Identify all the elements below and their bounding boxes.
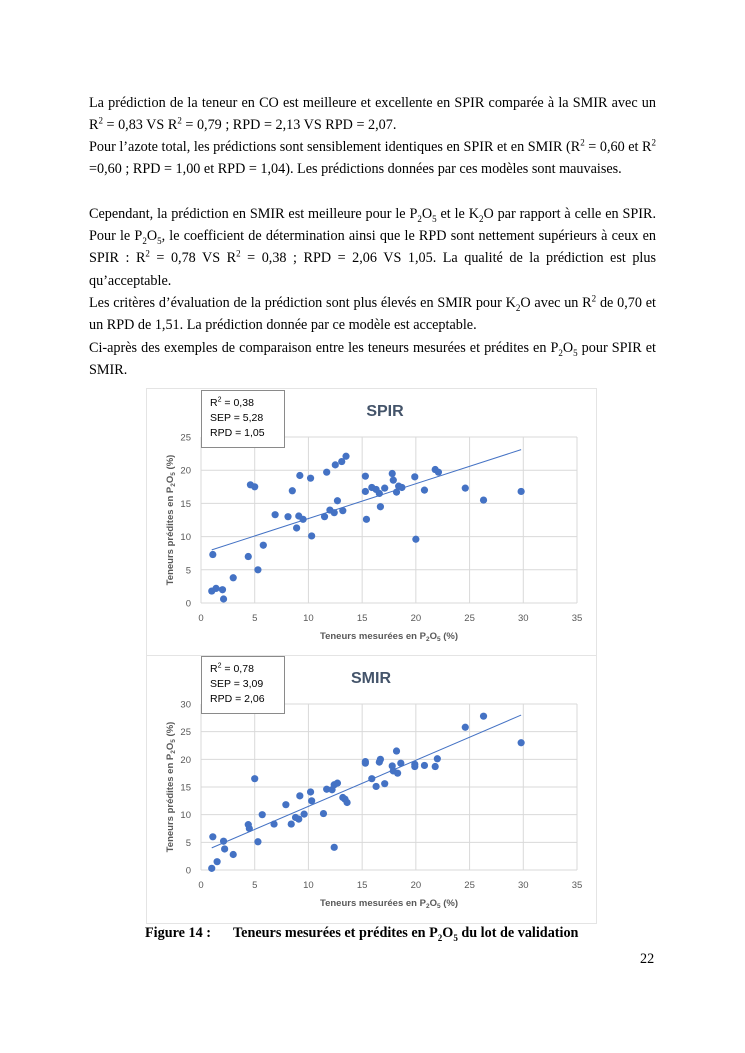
spir-x-tick-label: 35 bbox=[571, 613, 583, 624]
spir-x-tick-label: 25 bbox=[464, 613, 475, 624]
smir-y-tick-label: 10 bbox=[180, 810, 191, 822]
spir-x-tick-label: 0 bbox=[198, 613, 204, 624]
smir-data-point bbox=[432, 763, 439, 770]
smir-data-point bbox=[288, 820, 295, 827]
spir-data-point bbox=[323, 469, 330, 476]
smir-data-point bbox=[362, 760, 369, 767]
smir-data-point bbox=[411, 763, 418, 770]
smir-data-point bbox=[259, 811, 266, 818]
paragraph-examples-intro: Ci-après des exemples de comparaison entre les teneurs mesurées et prédites en $P_2O_5$ pour SPIR et SMIR. bbox=[89, 340, 656, 379]
smir-x-tick-label: 5 bbox=[252, 880, 258, 891]
spir-x-tick-label: 30 bbox=[517, 613, 529, 624]
spir-y-tick-label: 5 bbox=[185, 565, 191, 577]
spir-x-tick-label: 10 bbox=[303, 613, 314, 624]
spir-data-point bbox=[212, 585, 219, 592]
spir-data-point bbox=[421, 487, 428, 494]
spir-data-point bbox=[251, 483, 258, 490]
smir-r2: $R^2 = 0,78$ bbox=[210, 662, 254, 675]
smir-sep: SEP = 3,09 bbox=[210, 678, 264, 690]
smir-data-point bbox=[301, 811, 308, 818]
smir-data-point bbox=[480, 713, 487, 720]
smir-data-point bbox=[295, 815, 302, 822]
smir-data-point bbox=[296, 792, 303, 799]
spir-data-point bbox=[412, 536, 419, 543]
spir-data-point bbox=[293, 524, 300, 531]
smir-data-point bbox=[381, 780, 388, 787]
paragraph-k2o-criteria: Les critères d’évaluation de la prédiction sont plus élevés en SMIR pour $K_2O$ avec un $R^2$ de 0,70 et un RPD de 1,51. La prédiction donnée par ce modèle est acceptable. bbox=[89, 293, 656, 334]
spir-x-tick-label: 20 bbox=[410, 613, 422, 624]
smir-x-tick-label: 35 bbox=[571, 880, 583, 891]
spir-data-point bbox=[220, 595, 227, 602]
smir-x-axis-label: Teneurs mesurées en $P_2O_5$ (%) bbox=[319, 898, 459, 910]
smir-data-point bbox=[220, 838, 227, 845]
smir-data-point bbox=[421, 762, 428, 769]
spir-y-tick-label: 20 bbox=[180, 465, 191, 477]
figure-caption: Figure 14 : Teneurs mesurées et prédites en $P_2O_5$ du lot de validation bbox=[145, 925, 579, 943]
smir-data-point bbox=[246, 825, 253, 832]
smir-y-tick-label: 20 bbox=[180, 754, 191, 766]
spir-data-point bbox=[308, 532, 315, 539]
smir-data-point bbox=[344, 799, 351, 806]
smir-stats-box bbox=[201, 656, 285, 714]
paragraph-azote-total: Pour l’azote total, les prédictions sont sensiblement identiques en SPIR et en SMIR ($R^2 = 0,60$ et $R^2 =0,60$ ; RPD = 1,00 et RPD = 1,04). Les prédictions données par ces modèles sont mauvaises. bbox=[89, 137, 657, 178]
smir-x-tick-label: 10 bbox=[303, 880, 314, 891]
smir-data-point bbox=[397, 760, 404, 767]
smir-data-point bbox=[307, 788, 314, 795]
smir-data-point bbox=[221, 845, 228, 852]
spir-data-point bbox=[381, 485, 388, 492]
spir-data-point bbox=[296, 472, 303, 479]
spir-data-point bbox=[339, 507, 346, 514]
spir-data-point bbox=[299, 516, 306, 523]
smir-data-point bbox=[393, 747, 400, 754]
spir-data-point bbox=[363, 516, 370, 523]
spir-x-axis-label: Teneurs mesurées en $P_2O_5$ (%) bbox=[319, 631, 459, 643]
paragraph-co-prediction: La prédiction de la teneur en CO est meilleure et excellente en SPIR comparée à la SMIR avec un $R^2 = 0,83$ VS $R^2 = 0,79$ ; RPD = 2,13 VS RPD = 2,07. bbox=[89, 95, 656, 134]
spir-stats-box bbox=[201, 390, 285, 448]
smir-x-tick-label: 25 bbox=[464, 880, 475, 891]
page-number: 22 bbox=[640, 951, 655, 967]
spir-data-point bbox=[462, 485, 469, 492]
smir-data-point bbox=[251, 775, 258, 782]
spir-y-tick-label: 0 bbox=[185, 598, 191, 610]
smir-data-point bbox=[282, 801, 289, 808]
spir-data-point bbox=[284, 513, 291, 520]
spir-y-tick-label: 15 bbox=[180, 498, 191, 510]
spir-data-point bbox=[376, 490, 383, 497]
spir-data-point bbox=[518, 488, 525, 495]
smir-data-point bbox=[434, 755, 441, 762]
smir-y-tick-label: 25 bbox=[180, 727, 191, 739]
smir-rpd: RPD = 2,06 bbox=[210, 693, 265, 705]
smir-chart-title: SMIR bbox=[351, 670, 391, 687]
spir-data-point bbox=[334, 497, 341, 504]
paragraph-smir-p2o5-k2o: Cependant, la prédiction en SMIR est meilleure pour le $P_2O_5$ et le $K_2O$ par rapport à celle en SPIR. Pour le $P_2O_5$, le coefficient de détermination ainsi que le RPD sont nettement supérieurs à ceux en SPIR : $R^2 = 0,78$ VS $R^2 = 0,38$ ; RPD = 2,06 VS 1,05. La qualité de la prédiction est plus qu’acceptable. bbox=[89, 206, 657, 289]
spir-data-point bbox=[272, 511, 279, 518]
spir-rpd: RPD = 1,05 bbox=[210, 427, 265, 439]
spir-data-point bbox=[289, 487, 296, 494]
smir-data-point bbox=[270, 820, 277, 827]
smir-data-point bbox=[373, 783, 380, 790]
spir-data-point bbox=[321, 513, 328, 520]
spir-data-point bbox=[307, 475, 314, 482]
smir-data-point bbox=[230, 851, 237, 858]
smir-y-tick-label: 0 bbox=[185, 865, 191, 877]
spir-x-tick-label: 5 bbox=[252, 613, 258, 624]
smir-y-tick-label: 15 bbox=[180, 782, 191, 794]
spir-data-point bbox=[362, 473, 369, 480]
smir-data-point bbox=[377, 756, 384, 763]
spir-data-point bbox=[209, 551, 216, 558]
smir-y-tick-label: 5 bbox=[185, 837, 191, 849]
smir-trendline bbox=[212, 715, 521, 848]
smir-data-point bbox=[320, 810, 327, 817]
spir-data-point bbox=[362, 488, 369, 495]
smir-data-point bbox=[462, 724, 469, 731]
smir-data-point bbox=[518, 739, 525, 746]
spir-data-point bbox=[230, 574, 237, 581]
smir-data-point bbox=[214, 858, 221, 865]
smir-y-tick-label: 30 bbox=[180, 699, 191, 711]
spir-data-point bbox=[435, 469, 442, 476]
smir-data-point bbox=[308, 797, 315, 804]
smir-data-point bbox=[331, 844, 338, 851]
spir-data-point bbox=[342, 453, 349, 460]
spir-data-point bbox=[480, 496, 487, 503]
smir-data-point bbox=[254, 838, 261, 845]
smir-data-point bbox=[368, 775, 375, 782]
smir-x-tick-label: 20 bbox=[410, 880, 422, 891]
spir-data-point bbox=[260, 542, 267, 549]
smir-data-point bbox=[208, 865, 215, 872]
spir-y-axis-label: Teneurs prédites en $P_2O_5$ (%) bbox=[165, 454, 177, 586]
spir-data-point bbox=[398, 484, 405, 491]
spir-chart-title: SPIR bbox=[366, 403, 404, 420]
smir-data-point bbox=[394, 770, 401, 777]
smir-y-axis-label: Teneurs prédites en $P_2O_5$ (%) bbox=[165, 721, 177, 853]
smir-x-tick-label: 0 bbox=[198, 880, 204, 891]
spir-data-point bbox=[254, 566, 261, 573]
spir-data-point bbox=[245, 553, 252, 560]
spir-data-point bbox=[390, 477, 397, 484]
spir-data-point bbox=[331, 509, 338, 516]
smir-data-point bbox=[209, 833, 216, 840]
spir-data-point bbox=[219, 586, 226, 593]
spir-r2: $R^2 = 0,38$ bbox=[210, 396, 254, 409]
spir-data-point bbox=[411, 473, 418, 480]
smir-x-tick-label: 30 bbox=[517, 880, 529, 891]
smir-x-tick-label: 15 bbox=[356, 880, 368, 891]
spir-trendline bbox=[212, 450, 521, 550]
spir-x-tick-label: 15 bbox=[356, 613, 368, 624]
spir-data-point bbox=[332, 461, 339, 468]
spir-data-point bbox=[377, 503, 384, 510]
spir-data-point bbox=[389, 470, 396, 477]
spir-sep: SEP = 5,28 bbox=[210, 412, 264, 424]
spir-y-tick-label: 25 bbox=[180, 432, 191, 444]
figure-label: Figure 14 : bbox=[145, 925, 211, 941]
smir-data-point bbox=[334, 780, 341, 787]
spir-y-tick-label: 10 bbox=[180, 532, 191, 544]
